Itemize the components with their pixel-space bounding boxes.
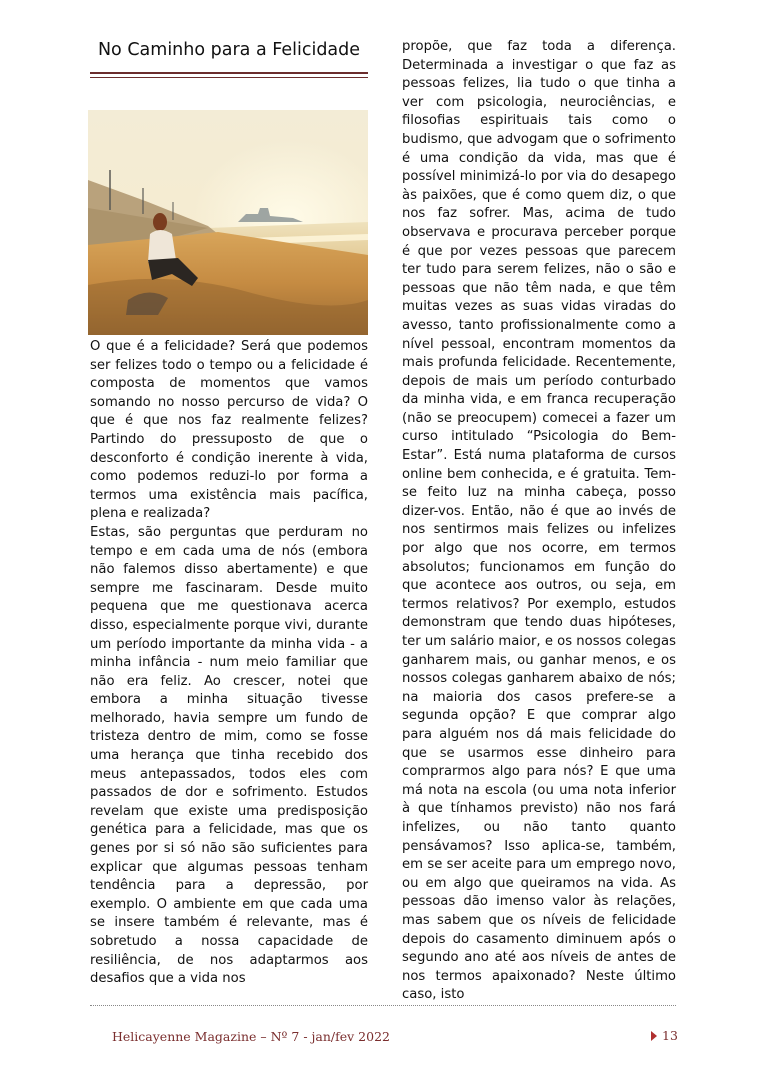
- title-underline: [90, 72, 368, 78]
- page-number: 13: [662, 1028, 678, 1043]
- page-title: No Caminho para a Felicidade: [97, 40, 361, 60]
- article-paragraph: Estas, são perguntas que perduram no tempo e em cada uma de nós (embora não falemos disso abertamente) e que sempre me fascinaram. Desde muito pequena que me questionava acerca disso, especialmente porque vivi, durante um período importante da minha vida - a minha infância - num meio familiar que não era feliz. Ao crescer, notei que embora a minha situação tivesse melhorado, havia sempre um fundo de tristeza dentro de mim, como se fosse uma herança que tinha recebido dos meus antepassados, todos eles com passados de dor e sofrimento. Estudos revelam que existe uma predisposição genética para a felicidade, mas que os genes por si só não são suficientes para explicar que algumas pessoas tenham tendência para a depressão, por exemplo. O ambiente em que cada uma se insere também é relevante, mas é sobretudo a nossa capacidade de resiliência, de nos adaptarmos aos desafios que a vida nos: [90, 524, 368, 987]
- footer-divider: [90, 1005, 676, 1006]
- article-paragraph: O que é a felicidade? Será que podemos ser felizes todo o tempo ou a felicidade é composta de momentos que vamos somando no nosso percurso de vida? O que é que nos faz realmente felizes? Partindo do pressuposto de que o desconforto é condição inerente à vida, como podemos reduzi-lo por forma a termos uma existência mais pacífica, plena e realizada?: [90, 339, 368, 522]
- article-paragraph: propõe, que faz toda a diferença. Determinada a investigar o que faz as pessoas felizes, lia tudo o que tinha a ver com psicologia, neurociências, e filosofias espirituais tais como o budismo, que advogam que o sofrimento é uma condição da vida, mas que é possível minimizá-lo por via do desapego às paixões, que é como quem diz, o que nos faz sofrer. Mas, acima de tudo observava e procurava perceber porque é que por vezes pessoas que parecem ter tudo para serem felizes, não o são e pessoas que não têm nada, e que têm muitas vezes as suas vidas viradas do avesso, tanto profissionalmente como a nível pessoal, encontram momentos da mais profunda felicidade. Recentemente, depois de mais um período conturbado da minha vida, e em franca recuperação (não se preocupem) comecei a fazer um curso intitulado “Psicologia do Bem-Estar”. Está numa plataforma de cursos online bem conhecida, e é gratuita. Tem-se feito luz na minha cabeça, posso dizer-vos. Então, não é que ao invés de nos sentirmos mais felizes ou infelizes por algo que nos ocorre, em termos absolutos; funcionamos em função do que acontece aos outros, ou seja, em termos relativos? Por exemplo, estudos demonstram que tendo duas hipóteses, ter um salário maior, e os nossos colegas ganharem mais, ou ganhar menos, e os nossos colegas ganharem abaixo de nós; na maioria dos casos prefere-se a segunda opção? E que comprar algo para alguém nos dá mais felicidade do que se usarmos esse dinheiro para comprarmos algo para nós? E que uma má nota na escola (ou uma nota inferior à que tínhamos previsto) não nos fará infelizes, ou não tanto quanto pensávamos? Isso aplica-se, também, em se ser aceite para um emprego novo, ou em algo que queiramos na vida. As pessoas dão imenso valor às relações, mas sabem que os níveis de felicidade depois do casamento diminuem após o segundo ano até aos níveis de antes de nos termos apaixonado? Neste último caso, isto: [402, 39, 676, 1003]
- article-right-column: [402, 38, 676, 1005]
- triangle-right-icon: [651, 1031, 657, 1041]
- footer-magazine-info: Helicayenne Magazine – Nº 7 - jan/fev 2022: [112, 1029, 390, 1044]
- article-left-column: [90, 338, 368, 989]
- beach-photo: [88, 110, 368, 335]
